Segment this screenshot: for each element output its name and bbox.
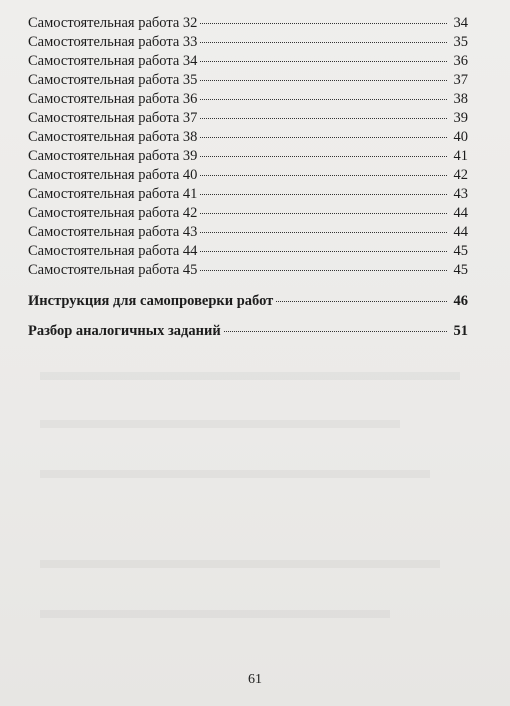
toc-entry-page: 41 (453, 148, 468, 164)
toc-entry-page: 39 (453, 110, 468, 126)
toc-section (28, 316, 468, 346)
toc-entry (28, 242, 468, 261)
dot-leader (200, 194, 447, 195)
toc-entry-page: 42 (453, 167, 468, 183)
toc-section-label: Инструкция для самопроверки работ (28, 293, 274, 309)
toc-entry-label: Самостоятельная работа 38 (28, 129, 198, 145)
dot-leader (200, 213, 447, 214)
toc-section-label: Разбор аналогичных заданий (28, 323, 221, 339)
toc-entry (28, 204, 468, 223)
bleed-through-texture (40, 560, 440, 568)
toc-entry (28, 33, 468, 52)
toc-entry (28, 90, 468, 109)
toc-section-page: 51 (453, 323, 468, 339)
toc-entry-page: 35 (453, 34, 468, 50)
toc-entry (28, 109, 468, 128)
toc-entry-label: Самостоятельная работа 37 (28, 110, 198, 126)
toc-entry-label: Самостоятельная работа 42 (28, 205, 198, 221)
dot-leader (200, 156, 447, 157)
toc-entry-label: Самостоятельная работа 32 (28, 15, 198, 31)
toc-entry-label: Самостоятельная работа 35 (28, 72, 198, 88)
bleed-through-texture (40, 420, 400, 428)
toc-section (28, 286, 468, 316)
toc-entry-page: 38 (453, 91, 468, 107)
toc-entry (28, 223, 468, 242)
toc-entry (28, 128, 468, 147)
dot-leader (200, 61, 447, 62)
dot-leader (200, 232, 447, 233)
toc-entry-label: Самостоятельная работа 40 (28, 167, 198, 183)
toc-entry-page: 44 (453, 205, 468, 221)
dot-leader (200, 137, 447, 138)
toc-entry-label: Самостоятельная работа 39 (28, 148, 198, 164)
dot-leader (200, 23, 447, 24)
toc-entry (28, 147, 468, 166)
dot-leader (200, 175, 447, 176)
dot-leader (200, 118, 447, 119)
toc-entry-label: Самостоятельная работа 34 (28, 53, 198, 69)
toc-entry-label: Самостоятельная работа 36 (28, 91, 198, 107)
page-number: 61 (248, 672, 262, 687)
toc-entry-page: 45 (453, 262, 468, 278)
toc-entry-page: 45 (453, 243, 468, 259)
dot-leader (224, 331, 447, 332)
dot-leader (276, 301, 447, 302)
toc-entry (28, 14, 468, 33)
toc-entry (28, 166, 468, 185)
bleed-through-texture (40, 610, 390, 618)
toc-entry-page: 34 (453, 15, 468, 31)
toc-entry-label: Самостоятельная работа 33 (28, 34, 198, 50)
bleed-through-texture (40, 372, 460, 380)
table-of-contents (28, 14, 468, 346)
dot-leader (200, 270, 447, 271)
toc-entry-page: 44 (453, 224, 468, 240)
dot-leader (200, 80, 447, 81)
bleed-through-texture (40, 470, 430, 478)
toc-entry (28, 185, 468, 204)
dot-leader (200, 251, 447, 252)
toc-entry-page: 40 (453, 129, 468, 145)
toc-entry-label: Самостоятельная работа 43 (28, 224, 198, 240)
toc-entry (28, 71, 468, 90)
toc-entry-page: 37 (453, 72, 468, 88)
toc-entry-label: Самостоятельная работа 41 (28, 186, 198, 202)
toc-entry (28, 52, 468, 71)
toc-entry-page: 36 (453, 53, 468, 69)
toc-entry-page: 43 (453, 186, 468, 202)
dot-leader (200, 99, 447, 100)
toc-section-page: 46 (453, 293, 468, 309)
toc-entry-label: Самостоятельная работа 45 (28, 262, 198, 278)
toc-entry-label: Самостоятельная работа 44 (28, 243, 198, 259)
dot-leader (200, 42, 447, 43)
toc-entry (28, 261, 468, 280)
